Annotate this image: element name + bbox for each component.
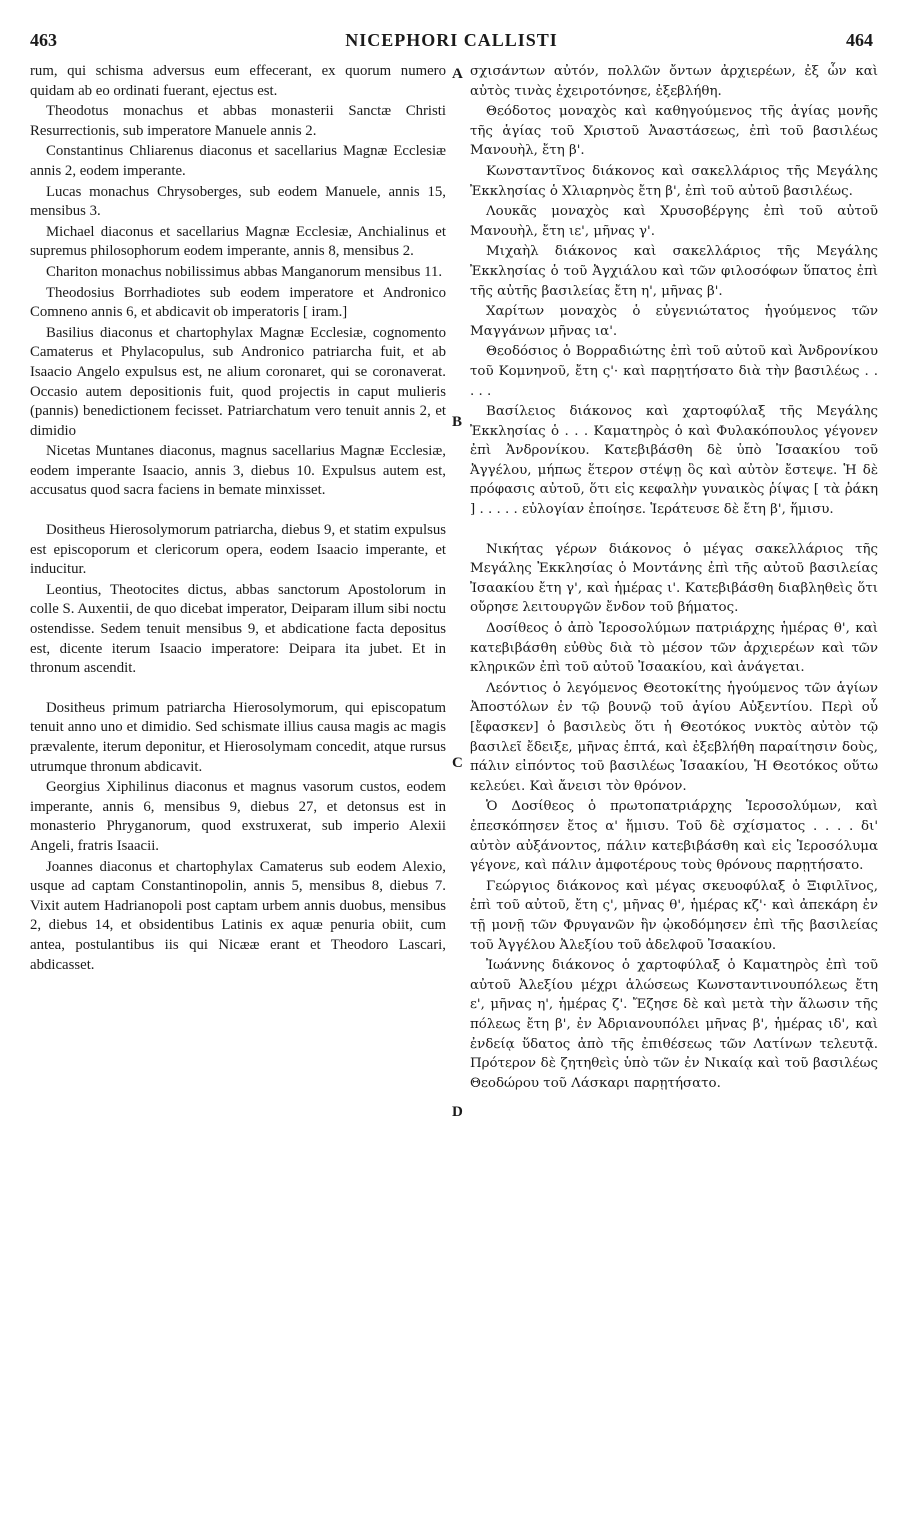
- latin-paragraph: Dositheus primum patriarcha Hierosolymorum, qui episcopatum tenuit anno uno et dimidio. Sed schismate illius causa magis ac magis prævalente, iterum deponitur, et Hierosolymam concedit, atque rursus utrumque thronum abdicavit.: [30, 699, 446, 775]
- greek-paragraph: Θεοδόσιος ὁ Βορραδιώτης ἐπὶ τοῦ αὐτοῦ καὶ Ἀνδρονίκου τοῦ Κομνηνοῦ, ἔτη ς'· καὶ παρῃτήσατο διὰ τὴν βασιλέως . . . . .: [470, 344, 878, 399]
- latin-paragraph: Georgius Xiphilinus diaconus et magnus vasorum custos, eodem imperante, annis 6, mensibus 9, diebus 27, et detonsus est in monasterio Phryganorum, quod exstruxerat, sub imperio Alexii Angeli, fratris Isaacii.: [30, 779, 446, 854]
- greek-paragraph: σχισάντων αὐτόν, πολλῶν ὄντων ἀρχιερέων, ἐξ ὧν καὶ αὐτὸς τινὰς ἐχειροτόνησε, ἐξεβλήθη.: [470, 64, 878, 99]
- latin-paragraph: Lucas monachus Chrysoberges, sub eodem Manuele, annis 15, mensibus 3.: [30, 183, 446, 220]
- greek-paragraph: Βασίλειος διάκονος καὶ χαρτοφύλαξ τῆς Μεγάλης Ἐκκλησίας ὁ . . . Καματηρὸς ὁ καὶ Φυλακόπουλος γέγονεν ἐπὶ Ἀνδρονίκου. Κατεβιβάσθη δὲ ὑπὸ Ἰσαακίου τοῦ Ἀγγέλου, μήπως ἕτερον στέψῃ ὃς καὶ αὐτὸν ἔστεψε. Ἡ δὲ πρόφασις αὐτοῦ, ὅτι εἰς κεφαλὴν γυναικὸς ῥίψας [ τὰ ῥάκη ] . . . . . εὐλογίαν ἐποίησε. Ἱεράτευσε δὲ ἔτη β', ἥμισυ.: [470, 404, 878, 518]
- greek-paragraph: Λεόντιος ὁ λεγόμενος Θεοτοκίτης ἡγούμενος τῶν ἁγίων Ἀποστόλων ἐν τῷ βουνῷ τοῦ ἁγίου Αὐξεντίου. Περὶ οὗ [ἔφασκεν] ὁ βασιλεὺς ὅτι ἡ Θεοτόκος νυκτὸς αὐτὸν τῷ βασιλεῖ ἔδειξε, μῆνας ἑπτά, καὶ ἐξεβλήθη παραίτησιν δοὺς, πάλιν εἰπόντος τοῦ βασιλέως Ἰσαακίου, Ἡ Θεοτόκος οὕτω κελεύει. Καὶ ἄνεισι τὸν θρόνον.: [470, 680, 878, 794]
- latin-paragraph: Basilius diaconus et chartophylax Magnæ Ecclesiæ, cognomento Camaterus et Phylacopulus, sub Andronico patriarcha fuit, et ab Isaacio Angelo expulsus est, ne alium coronaret, qui se coronaverat. Occasio autem depositionis fuit, quod projectis in caput mulieris (pannis) benedictionem fecisset. Patriarchatum vero tenuit annis 2, et dimidio: [30, 324, 446, 439]
- latin-paragraph: rum, qui schisma adversus eum effecerant, ex quorum numero quidam ab eo ordinati fuerant, ejectus est.: [30, 63, 446, 99]
- latin-paragraph: Joannes diaconus et chartophylax Camaterus sub eodem Alexio, usque ad captam Constantinopolin, annis 5, mensibus 8, diebus 7. Vixit autem Hadrianopoli post captam urbem annis duobus, mensibus 2, diebus 14, et obsidentibus Latinis ex aquæ penuria obiit, cum antea, postulantibus iis qui Nicææ erant et Theodoro Lascari, abdicasset.: [30, 858, 446, 973]
- page-number-right: 464: [846, 30, 873, 50]
- greek-paragraph: Χαρίτων μοναχὸς ὁ εὐγενιώτατος ἡγούμενος τῶν Μαγγάνων μῆνας ια'.: [470, 304, 878, 339]
- latin-paragraph: Chariton monachus nobilissimus abbas Manganorum mensibus 11.: [46, 263, 443, 280]
- greek-paragraph: Δοσίθεος ὁ ἀπὸ Ἱεροσολύμων πατριάρχης ἡμέρας θ', καὶ κατεβιβάσθη εὐθὺς διὰ τὸ μέσον τῶν ἀρχιερέων καὶ τῶν κληρικῶν ἐπὶ τοῦ αὐτοῦ Ἰσαακίου, καὶ ἀνάγεται.: [470, 621, 878, 676]
- margin-marker-c: C: [452, 755, 463, 771]
- latin-paragraph: Theodotus monachus et abbas monasterii Sanctæ Christi Resurrectionis, sub imperatore Manuele annis 2.: [30, 103, 446, 139]
- greek-column: [470, 62, 878, 1094]
- latin-column: [30, 62, 446, 976]
- greek-paragraph: Θεόδοτος μοναχὸς καὶ καθηγούμενος τῆς ἁγίας μονῆς τῆς ἁγίας τοῦ Χριστοῦ Ἀναστάσεως, ἐπὶ τοῦ βασιλέως Μανουὴλ, ἔτη β'.: [470, 104, 878, 159]
- page-number-left: 463: [30, 30, 57, 50]
- greek-paragraph: Νικήτας γέρων διάκονος ὁ μέγας σακελλάριος τῆς Μεγάλης Ἐκκλησίας ὁ Μοντάνης ἐπὶ τῆς αὐτοῦ βασιλείας Ἰσαακίου ἔτη γ', καὶ ἡμέρας ι'. Κατεβιβάσθη διαβληθεὶς ὅτι οὔρησε λειτουργῶν ἔνδον τοῦ βήματος.: [470, 541, 878, 616]
- page-header: [30, 30, 873, 54]
- greek-paragraph: Γεώργιος διάκονος καὶ μέγας σκευοφύλαξ ὁ Ξιφιλῖνος, ἐπὶ τοῦ αὐτοῦ, ἔτη ς', μῆνας θ', ἡμέρας κζ'· καὶ ἀπεκάρη ἐν τῇ μονῇ τῶν Φρυγανῶν ἣν ᾠκοδόμησεν ἐπὶ τῆς βασιλείας τοῦ Ἀγγέλου Ἀλεξίου τοῦ ἀδελφοῦ Ἰσαακίου.: [470, 878, 878, 953]
- greek-paragraph: Ὁ Δοσίθεος ὁ πρωτοπατριάρχης Ἱεροσολύμων, καὶ ἐπεσκόπησεν ἔτος α' ἥμισυ. Τοῦ δὲ σχίσματος . . . . δι' αὐτὸν αὐξάνοντος, πάλιν κατεβιβάσθη καὶ εἰς Ἱεροσόλυμα γέγονε, καὶ πάλιν ἀμφοτέρους τοὺς θρόνους παρῃτήσατο.: [470, 799, 878, 874]
- latin-paragraph: Constantinus Chliarenus diaconus et sacellarius Magnæ Ecclesiæ annis 2, eodem imperante.: [30, 143, 446, 179]
- latin-paragraph: Michael diaconus et sacellarius Magnæ Ecclesiæ, Anchialinus et supremus philosophorum eodem imperante, annis 8, mensibus 2.: [30, 223, 446, 260]
- greek-paragraph: Κωνσταντῖνος διάκονος καὶ σακελλάριος τῆς Μεγάλης Ἐκκλησίας ὁ Χλιαρηνὸς ἔτη β', ἐπὶ τοῦ αὐτοῦ βασιλέως.: [470, 163, 878, 199]
- greek-paragraph: Μιχαὴλ διάκονος καὶ σακελλάριος τῆς Μεγάλης Ἐκκλησίας ὁ τοῦ Ἀγχιάλου καὶ τῶν φιλοσόφων ὕπατος ἐπὶ τῆς αὐτῆς βασιλείας ἔτη η', μῆνας β'.: [470, 244, 878, 299]
- latin-paragraph: Leontius, Theotocites dictus, abbas sanctorum Apostolorum in colle S. Auxentii, de quo dicebat imperator, Deiparam illum sibi noctu ostendisse. Sedem tenuit mensibus 9, et abdicatione facta depositus est, dicente iterum Isaacio imperatore: Deipara ita jubet. Et in thronum ascendit.: [30, 581, 446, 677]
- greek-paragraph: Ἰωάννης διάκονος ὁ χαρτοφύλαξ ὁ Καματηρὸς ἐπὶ τοῦ αὐτοῦ Ἀλεξίου μέχρι ἁλώσεως Κωνσταντινουπόλεως ἔτη ε', μῆνας η', ἡμέρας ζ'. Ἔζησε δὲ καὶ μετὰ τὴν ἅλωσιν τῆς πόλεως ἔτη β', ἐν Ἀδριανουπόλει μῆνας β', ἡμέρας ιδ', καὶ ἐνδείᾳ ὕδατος ἀπὸ τῆς ἐπιθέσεως τῶν Λατίνων τελευτᾷ. Πρότερον δὲ ζητηθεὶς ὑπὸ τῶν ἐν Νικαίᾳ καὶ τοῦ βασιλέως Θεοδώρου τοῦ Λάσκαρι παρῃτήσατο.: [470, 958, 878, 1091]
- margin-marker-d: D: [452, 1104, 463, 1120]
- latin-paragraph: Nicetas Muntanes diaconus, magnus sacellarius Magnæ Ecclesiæ, eodem imperante Isaacio, annis 3, diebus 10. Expulsus autem est, accusatus quod sacra faciens in bemate minxisset.: [30, 443, 446, 499]
- latin-paragraph: Dositheus Hierosolymorum patriarcha, diebus 9, et statim expulsus est episcoporum et clericorum opera, eodem Isaacio imperante, et inducitur.: [30, 522, 446, 578]
- running-title: NICEPHORI CALLISTI: [345, 30, 558, 50]
- margin-marker-a: A: [452, 66, 463, 82]
- latin-paragraph: Theodosius Borrhadiotes sub eodem imperatore et Andronico Comneno annis 6, et abdicavit ob imperatoris [ iram.]: [30, 284, 446, 321]
- margin-marker-b: B: [452, 414, 463, 430]
- greek-paragraph: Λουκᾶς μοναχὸς καὶ Χρυσοβέργης ἐπὶ τοῦ αὐτοῦ Μανουὴλ, ἔτη ιε', μῆνας γ'.: [470, 204, 878, 239]
